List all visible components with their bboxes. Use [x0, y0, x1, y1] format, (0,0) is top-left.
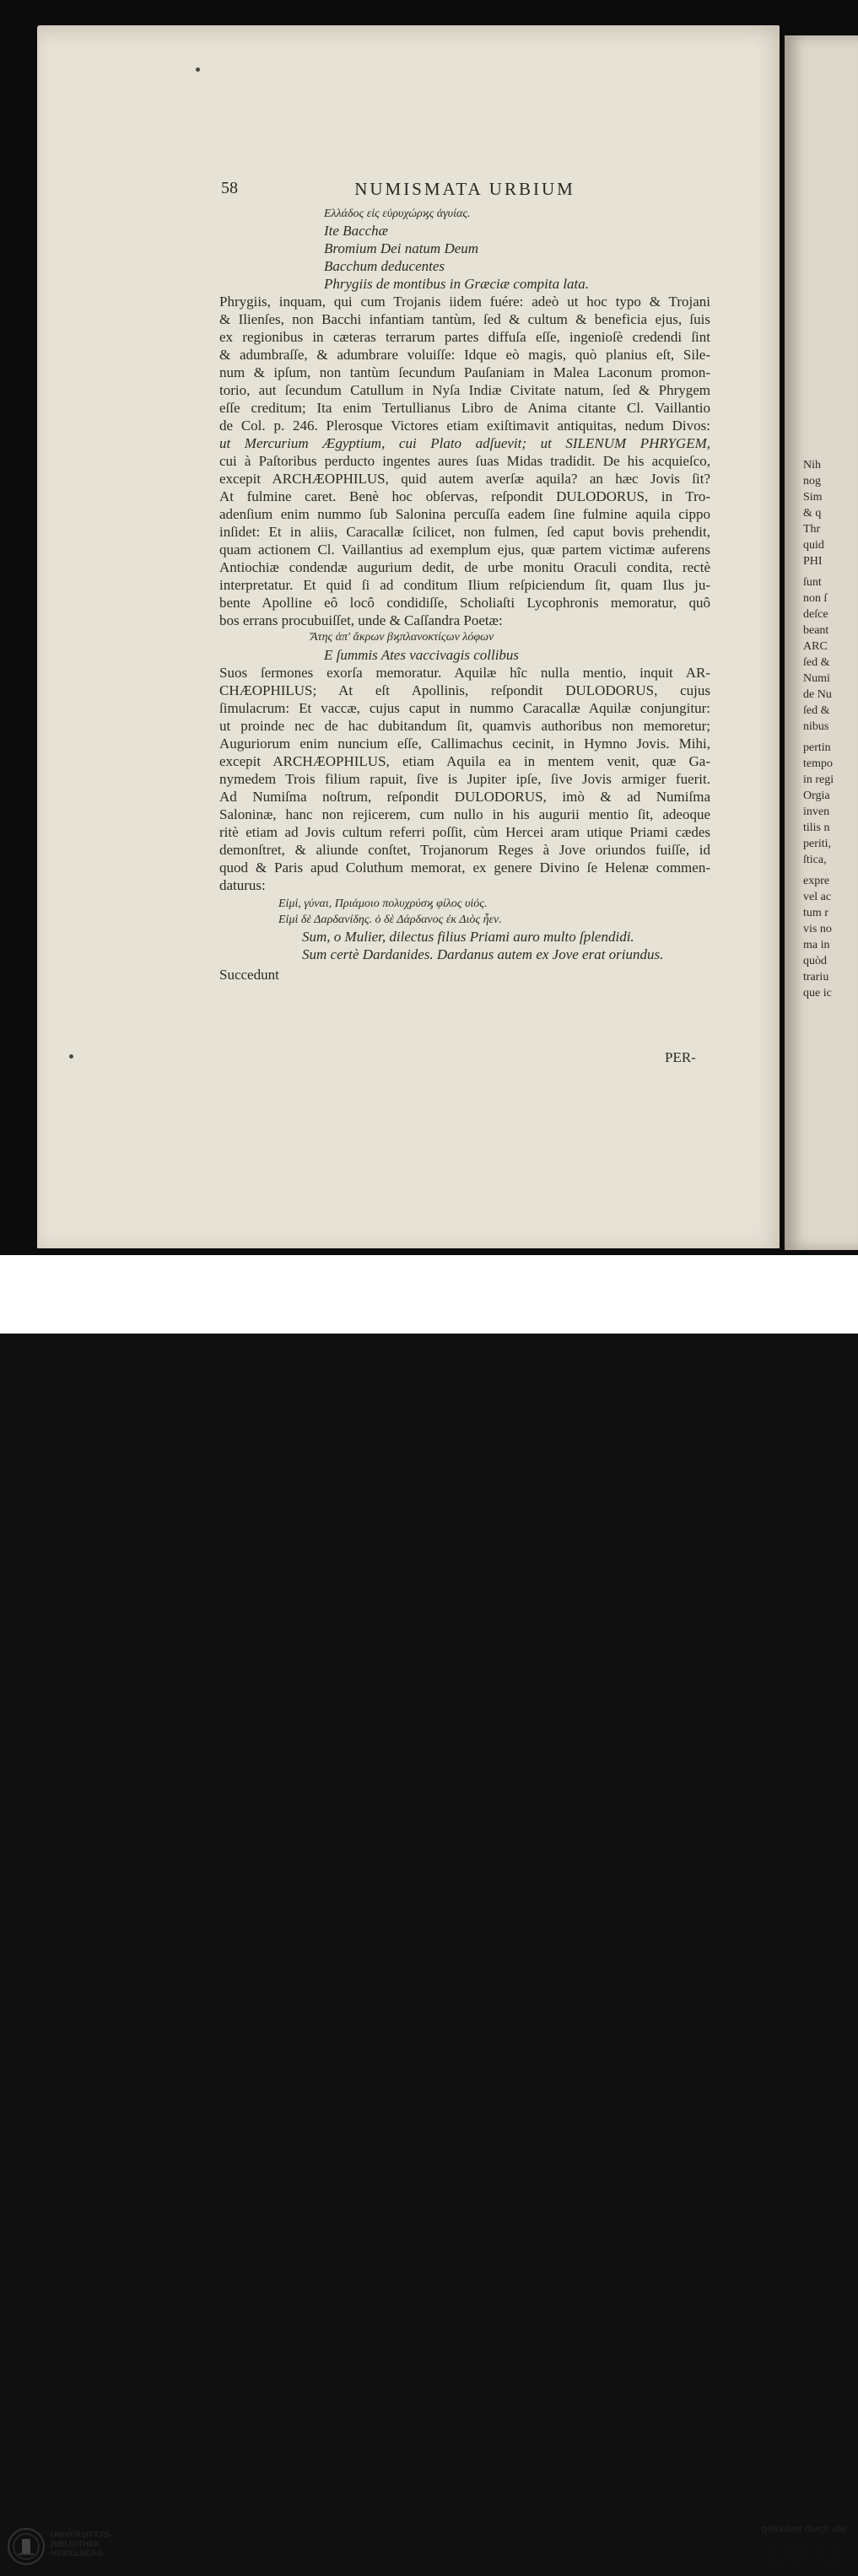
text-line: torio, aut ſecundum Catullum in Nyſa Indiæ Civitate natum, ſed & Phrygem	[219, 382, 710, 398]
facing-text-line: ARC	[803, 640, 828, 653]
text-line: Saloninæ, hanc non rejicerem, cum nullo in his augurii mentio ſit, adeoque	[219, 806, 710, 822]
text-line: E ſummis Ates vaccivagis collibus	[324, 647, 520, 663]
facing-text-line: quòd	[803, 955, 827, 967]
text-line: CHÆOPHILUS; At eſt Apollinis, reſpondit DULODORUS, cujus	[219, 682, 710, 698]
facing-text-line: & q	[803, 507, 822, 520]
library-name: UNIVERSITÄTS- BIBLIOTHEK HEIDELBERG	[51, 2530, 112, 2558]
text-line: bos errans procubuiſſet, unde & Caſſandra Poetæ:	[219, 612, 503, 628]
facing-text-line: ſed &	[803, 656, 830, 669]
page-url-link[interactable]: http://digi.ub.uni-heidelberg.de/diglit/beger1791bd3/0069	[260, 2530, 598, 2545]
text-line: Phrygiis, inquam, qui cum Trojanis iidem fuére: adeò ut hoc typo & Trojani	[219, 294, 710, 310]
text-line: inſidet: Et in aliis, Caracallæ ſcilicet, non fulmen, ſed caput bovis prehendit,	[219, 524, 710, 540]
ink-spot	[69, 1054, 73, 1059]
page-number: 58	[221, 179, 238, 197]
text-line: excepit ARCHÆOPHILUS, quid autem averſæ aquila? an hæc Jovis ſit?	[219, 471, 710, 487]
text-line: daturus:	[219, 877, 266, 893]
facing-text-line: tempo	[803, 757, 833, 770]
page-header	[221, 179, 709, 204]
text-line: Succedunt	[219, 967, 279, 983]
facing-text-line: periti,	[803, 838, 832, 850]
text-line: & adumbraſſe, & adumbrare voluiſſe: Idque eò magis, quò planius eſt, Sile-	[219, 347, 710, 363]
facing-text-line: vis no	[803, 923, 832, 935]
facing-text-line: in regi	[803, 773, 834, 786]
text-line: de Col. p. 246. Plerosque Victores etiam exiſtimavit antiquitas, nedum Divos:	[219, 418, 710, 434]
text-line: Ad Numiſma noſtrum, reſpondit DULODORUS, imò & ad Numiſma	[219, 789, 710, 805]
text-line: & Ilienſes, non Bacchi infantiam tantùm, ſed & cultum & beneficia ejus, ſuis	[219, 311, 710, 327]
facing-text-line: deſce	[803, 608, 828, 621]
text-line: Ελλάδος εἰς εὐρυχώρϗς ἀγυίας.	[324, 207, 471, 220]
text-line: Bacchum deducentes	[324, 258, 445, 274]
facing-text-line: ſed &	[803, 704, 830, 717]
text-line: num & ipſum, non tantùm ſecundum Pauſaniam in Malea Laconum promon-	[219, 364, 710, 380]
facing-text-line: ſunt	[803, 576, 822, 589]
text-line: Phrygiis de montibus in Græciæ compita lata.	[324, 276, 590, 292]
text-line: Sum, o Mulier, dilectus filius Priami auro multo ſplendidi.	[302, 929, 634, 945]
ink-spot	[196, 67, 200, 72]
facing-text-line: quid	[803, 539, 824, 552]
facing-text-line: de Nu	[803, 688, 832, 701]
facing-text-line: tilis n	[803, 822, 830, 834]
text-line: eſſe creditum; Ita enim Tertullianus Libro de Anima citante Cl. Vaillantio	[219, 400, 710, 416]
text-line: ut Mercurium Ægyptium, cui Plato adſuevit; ut SILENUM PHRYGEM,	[219, 435, 710, 451]
text-line: PER-	[665, 1049, 696, 1065]
facing-text-line: Orgia	[803, 790, 830, 802]
facing-text-line: nog	[803, 475, 821, 488]
facing-text-line: Thr	[803, 523, 821, 536]
text-line: interpretatur. Et quid ſi ad conditum Ilium reſpiciendum ſit, quam Ilus ju-	[219, 577, 710, 593]
facing-text-line: non ſ	[803, 592, 828, 605]
facing-text-line: pertin	[803, 741, 831, 754]
facing-text-line: tum r	[803, 907, 828, 919]
facing-text-line: PHI	[803, 555, 823, 568]
facing-text-line: Nih	[803, 459, 821, 472]
facing-text-line: Numi	[803, 672, 830, 685]
text-line: nymedem Trois filium rapuit, ſive is Jupiter ipſe, ſive Jovis armiger fuerit.	[219, 771, 710, 787]
text-line: bente Apolline eô locô condidiſſe, Scholiaſti Lycophronis memoratur, quô	[219, 595, 710, 611]
text-line: ex regionibus in cæteras terrarum partes diffuſa eſſe, ingenioſè credendi ſint	[219, 329, 710, 345]
text-line: Ite Bacchæ	[324, 223, 388, 239]
text-line: quod & Paris apud Coluthum memorat, ex genere Divino ſe Helenæ commen-	[219, 860, 710, 876]
footer-bar	[0, 1255, 858, 2575]
text-line: Εἰμὶ, γύναι, Πριάμοιο πολυχρύσϗ φίλος υἱός.	[278, 897, 488, 910]
text-line: Εἰμὶ δὲ Δαρδανίδης. ὁ δὲ Δάρδανος ἐκ Διὸς ἦεν.	[278, 913, 502, 926]
facing-text-line: nibus	[803, 720, 829, 733]
running-title: NUMISMATA URBIUM	[354, 179, 575, 199]
text-line: quam actionem Cl. Vaillantius ad exemplum ejus, quæ partem victimæ auferens	[219, 542, 710, 558]
facing-text-line: beant	[803, 624, 829, 637]
dfg-logo: DFG	[767, 2536, 845, 2575]
text-line: ritè etiam ad Jovis cultum referri poſſit, cùm Hercei aram utique Priami cædes	[219, 824, 710, 840]
facing-text-line: inven	[803, 806, 830, 818]
text-line: demonſtret, & aliunde conſtet, Trojanorum Reges à Jove oriundos fuiſſe, id	[219, 842, 710, 858]
text-line: At fulmine caret. Benè hoc obſervas, reſpondit DULODORUS, in Tro-	[219, 488, 710, 504]
text-line: Ἄτης ἀπ' ἄκρων βϗπλανοκτίςων λόφων	[310, 631, 494, 644]
text-line: adenſium enim nummo ſub Salonina percuſſa eadem ſine fulmine aquila cippo	[219, 506, 710, 522]
facing-text-line: trariu	[803, 971, 829, 984]
text-line: ſimulacrum: Et vaccæ, cujus caput in nummo Caracallæ Aquilæ conjungitur:	[219, 700, 710, 716]
scan-area	[0, 0, 858, 1255]
text-line: Auguriorum enim nuncium eſſe, Callimachus cecinit, in Hymno Jovis. Mihi,	[219, 736, 710, 752]
facing-text-line: Sim	[803, 491, 823, 504]
text-line: Suos ſermones exorſa memoratur. Aquilæ hîc nulla mentio, inquit AR-	[219, 665, 710, 681]
funded-by-label: gefördert durch die	[761, 2523, 846, 2535]
text-line: cui à Paſtoribus perducto ingentes aures ſuas Midas tradidit. De his acquieſco,	[219, 453, 710, 469]
text-line: Sum certè Dardanides. Dardanus autem ex Jove erat oriundus.	[302, 946, 664, 962]
text-line: Antiochiæ condendæ augurium dedit, de urbe monitu Oraculi condita, rectè	[219, 559, 710, 575]
text-line: excepit ARCHÆOPHILUS, etiam Aquila ea in mentem venit, quæ Ga-	[219, 753, 710, 769]
facing-text-line: vel ac	[803, 891, 832, 903]
facing-text-line: ſtica,	[803, 854, 827, 866]
text-line: ut proinde nec de hac dubitandum ſit, quamvis authoribus non memoretur;	[219, 718, 710, 734]
facing-text-line: que ic	[803, 987, 832, 1000]
text-line: Bromium Dei natum Deum	[324, 240, 479, 256]
facing-text-line: ma in	[803, 939, 830, 951]
facing-text-line: expre	[803, 875, 830, 887]
